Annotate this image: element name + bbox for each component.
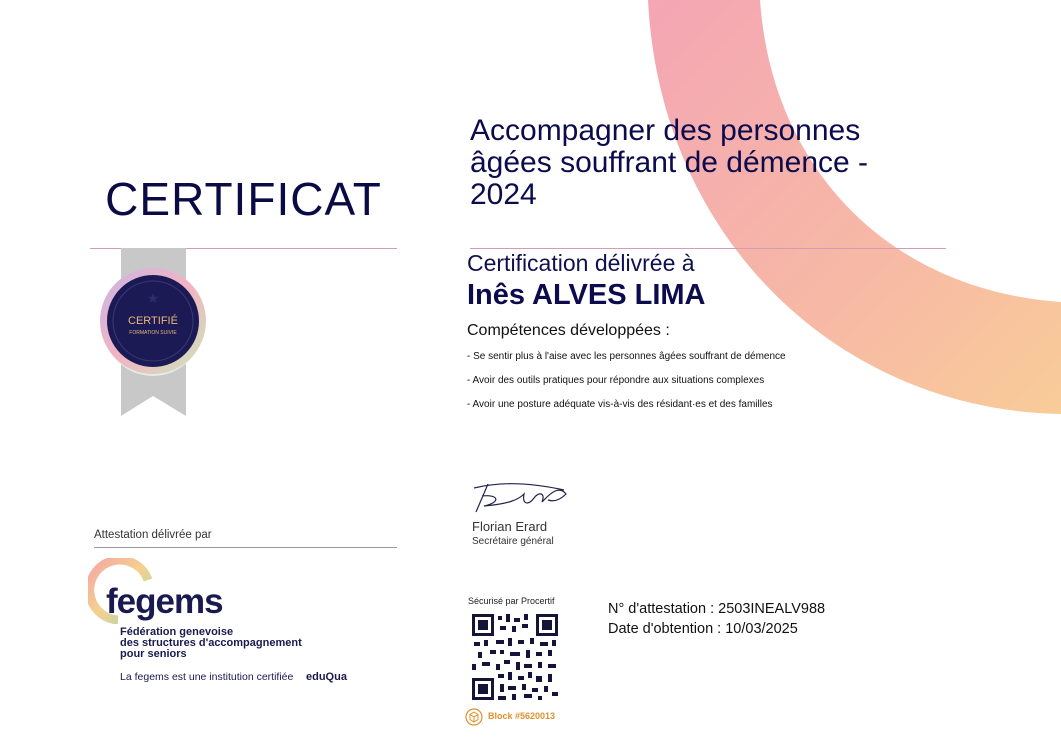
signature-icon	[468, 476, 572, 518]
date-obtained: Date d'obtention : 10/03/2025	[608, 621, 798, 637]
skill-item: - Avoir des outils pratiques pour répondre aux situations complexes	[467, 375, 765, 386]
delivered-to-label: Certification délivrée à	[467, 250, 695, 276]
svg-text:★: ★	[146, 291, 160, 307]
issuer-full-name-line: pour seniors	[120, 648, 187, 660]
certified-badge-icon	[96, 248, 212, 418]
skills-heading: Compétences développées :	[467, 322, 670, 339]
skill-item: - Se sentir plus à l'aise avec les personnes âgées souffrant de démence	[467, 351, 786, 362]
secured-by-label: Sécurisé par Procertif	[468, 596, 555, 606]
badge-subtitle: FORMATION SUIVIE	[129, 330, 177, 336]
attestation-number: N° d'attestation : 2503INEALV988	[608, 601, 826, 617]
issuer-name: fegems	[106, 582, 223, 621]
eduqua-label: eduQua	[306, 671, 347, 683]
block-cube-icon	[465, 708, 483, 726]
signatory-name: Florian Erard	[472, 519, 548, 534]
skill-item: - Avoir une posture adéquate vis-à-vis des résidant·es et des familles	[467, 399, 773, 410]
issuer-full-name-line: Fédération genevoise	[120, 626, 234, 638]
signatory-role: Secrétaire général	[472, 536, 554, 547]
certificate-title: CERTIFICAT	[105, 173, 382, 225]
qr-code-icon	[472, 614, 558, 700]
issuer-full-name-line: des structures d'accompagnement	[120, 637, 302, 649]
course-title: Accompagner des personnes âgées souffrant de démence - 2024	[470, 114, 869, 211]
recipient-name: Inês ALVES LIMA	[467, 279, 706, 311]
divider	[470, 248, 946, 249]
divider	[94, 547, 397, 548]
attestation-by-label: Attestation délivrée par	[94, 529, 212, 541]
badge-title: CERTIFIÉ	[128, 315, 178, 327]
issuer-certified-text: La fegems est une institution certifiée	[120, 671, 294, 683]
skills-list	[467, 348, 786, 420]
block-number: Block #5620013	[488, 711, 556, 721]
